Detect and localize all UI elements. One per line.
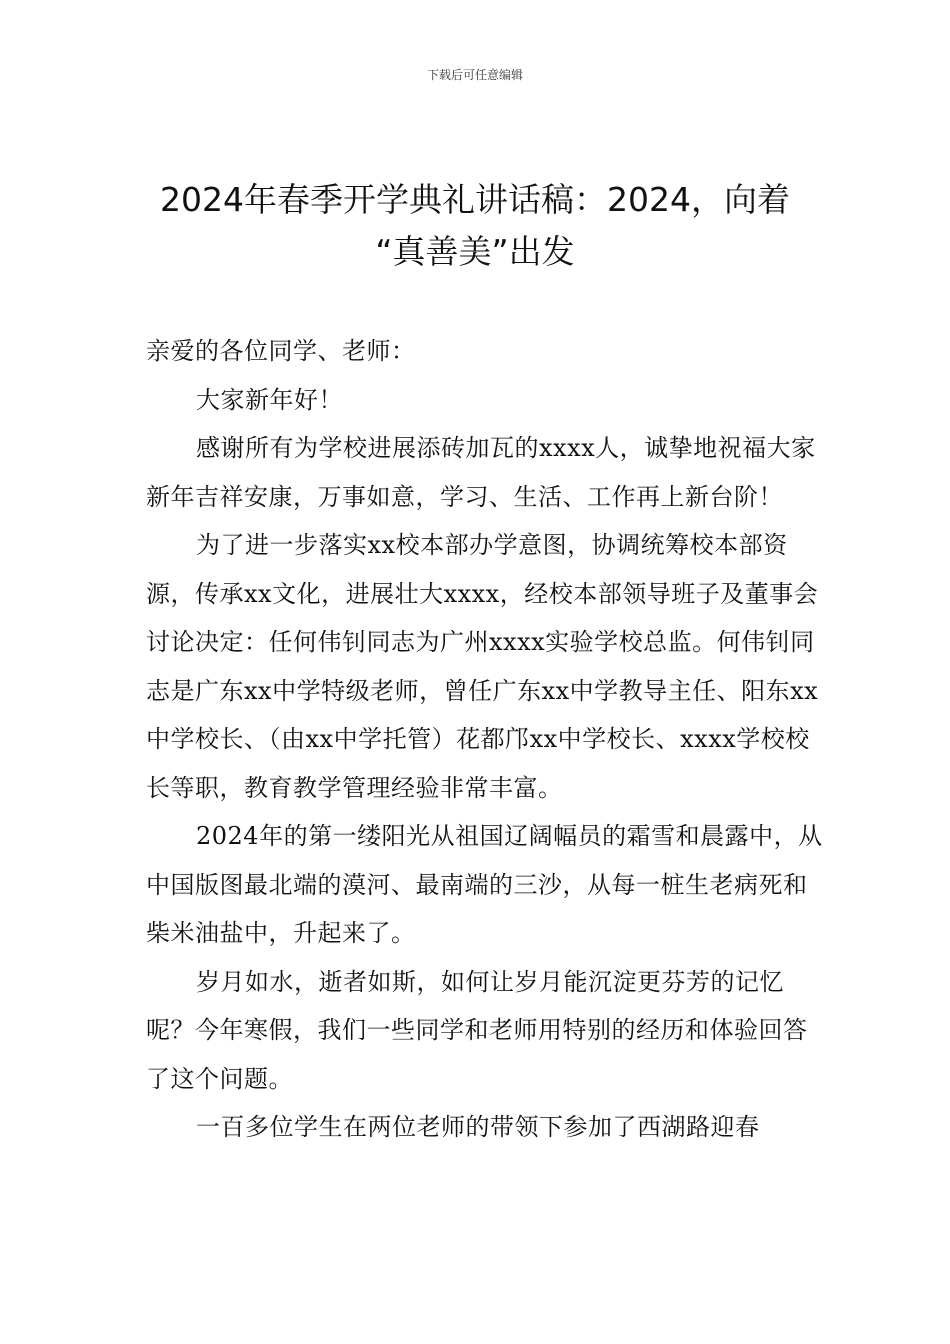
body-paragraph: 为了进一步落实xx校本部办学意图，协调统筹校本部资源，传承xx文化，进展壮大xxxx，经校本部领导班子及董事会讨论决定：任何伟钊同志为广州xxxx实验学校总监。何伟钊同志是广东xx中学特级老师，曾任广东xx中学教导主任、阳东xx中学校长、（由xx中学托管）花都邝xx中学校长、xxxx学校校长等职，教育教学管理经验非常丰富。 — [146, 531, 819, 802]
document-title — [100, 174, 850, 278]
document-body — [146, 327, 826, 1152]
document-title-line-2: “真善美”出发 — [375, 232, 575, 271]
body-paragraph: 感谢所有为学校进展添砖加瓦的xxxx人，诚挚地祝福大家新年吉祥安康，万事如意，学习、生活、工作再上新台阶！ — [146, 434, 816, 511]
body-paragraph: 岁月如水，逝者如斯，如何让岁月能沉淀更芬芳的记忆呢？今年寒假，我们一些同学和老师用特别的经历和体验回答了这个问题。 — [146, 967, 808, 1093]
document-title-line-1: 2024年春季开学典礼讲话稿：2024，向着 — [160, 180, 790, 219]
body-paragraph: 一百多位学生在两位老师的带领下参加了西湖路迎春 — [196, 1113, 760, 1141]
salutation: 亲爱的各位同学、老师： — [146, 337, 416, 365]
page-header-note: 下载后可任意编辑 — [426, 68, 523, 82]
greeting-paragraph: 大家新年好！ — [196, 385, 343, 414]
body-paragraph: 2024年的第一缕阳光从祖国辽阔幅员的霜雪和晨露中，从中国版图最北端的漠河、最南端的三沙，从每一桩生老病死和柴米油盐中，升起来了。 — [146, 822, 823, 947]
